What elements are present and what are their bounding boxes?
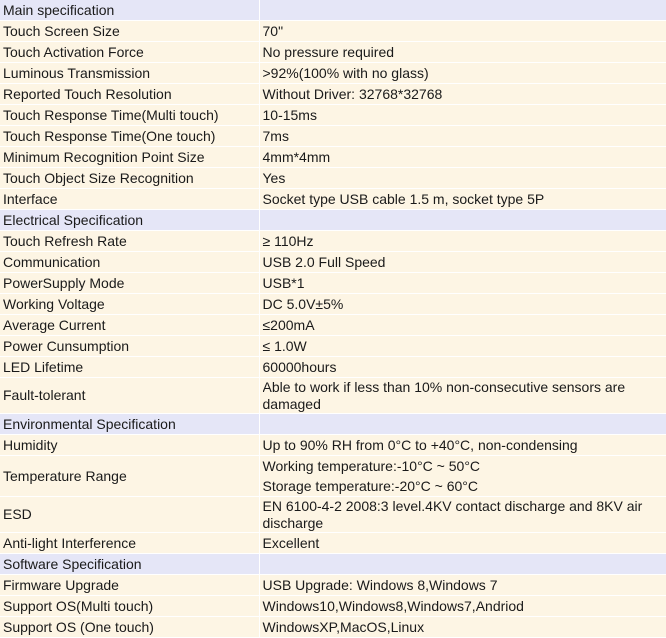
spec-value: Socket type USB cable 1.5 m, socket type 5P bbox=[259, 189, 666, 210]
spec-label: Firmware Upgrade bbox=[0, 575, 259, 596]
spec-value: ≤ 1.0W bbox=[259, 336, 666, 357]
spec-label: Luminous Transmission bbox=[0, 63, 259, 84]
spec-value: Excellent bbox=[259, 533, 666, 554]
table-row bbox=[0, 84, 666, 105]
spec-value: Windows10,Windows8,Windows7,Andriod bbox=[259, 596, 666, 617]
spec-value: ≤200mA bbox=[259, 315, 666, 336]
table-row bbox=[0, 435, 666, 456]
table-row bbox=[0, 533, 666, 554]
spec-label: Support OS (One touch) bbox=[0, 617, 259, 638]
table-row bbox=[0, 189, 666, 210]
spec-value: EN 6100-4-2 2008:3 level.4KV contact discharge and 8KV air discharge bbox=[263, 498, 666, 532]
spec-label: LED Lifetime bbox=[0, 357, 259, 378]
section-header-main bbox=[0, 0, 666, 21]
spec-label: Average Current bbox=[0, 315, 259, 336]
section-header-software bbox=[0, 554, 666, 575]
spec-label: Humidity bbox=[0, 435, 259, 456]
table-row bbox=[0, 357, 666, 378]
spec-value: USB 2.0 Full Speed bbox=[259, 252, 666, 273]
table-row bbox=[0, 497, 666, 533]
spec-value: WindowsXP,MacOS,Linux bbox=[259, 617, 666, 638]
spec-value: Yes bbox=[259, 168, 666, 189]
spec-label: Touch Screen Size bbox=[0, 21, 259, 42]
spec-label: Touch Activation Force bbox=[0, 42, 259, 63]
table-row bbox=[0, 378, 666, 414]
section-title: Environmental Specification bbox=[0, 414, 259, 435]
section-title: Main specification bbox=[0, 0, 259, 21]
spec-label: Communication bbox=[0, 252, 259, 273]
spec-label: Fault-tolerant bbox=[0, 378, 259, 414]
section-title: Software Specification bbox=[0, 554, 259, 575]
spec-label: Support OS(Multi touch) bbox=[0, 596, 259, 617]
table-row bbox=[0, 252, 666, 273]
table-row bbox=[0, 336, 666, 357]
table-row bbox=[0, 596, 666, 617]
spec-value: 7ms bbox=[259, 126, 666, 147]
spec-value: USB*1 bbox=[259, 273, 666, 294]
table-row bbox=[0, 617, 666, 638]
spec-value: 70" bbox=[259, 21, 666, 42]
section-header-environmental bbox=[0, 414, 666, 435]
spec-label: Interface bbox=[0, 189, 259, 210]
spec-value: 60000hours bbox=[259, 357, 666, 378]
spec-label: Working Voltage bbox=[0, 294, 259, 315]
spec-label: Touch Response Time(One touch) bbox=[0, 126, 259, 147]
spec-value: Able to work if less than 10% non-consecutive sensors are damaged bbox=[263, 379, 666, 413]
spec-label: Temperature Range bbox=[0, 456, 259, 497]
spec-value: DC 5.0V±5% bbox=[259, 294, 666, 315]
spec-value-secondary: Storage temperature:-20°C ~ 60°C bbox=[263, 476, 666, 496]
section-title: Electrical Specification bbox=[0, 210, 259, 231]
spec-label: Minimum Recognition Point Size bbox=[0, 147, 259, 168]
table-row bbox=[0, 21, 666, 42]
table-row bbox=[0, 273, 666, 294]
table-row bbox=[0, 294, 666, 315]
table-row bbox=[0, 231, 666, 252]
spec-value: USB Upgrade: Windows 8,Windows 7 bbox=[259, 575, 666, 596]
table-row bbox=[0, 63, 666, 84]
spec-value: 10-15ms bbox=[259, 105, 666, 126]
spec-label: Touch Response Time(Multi touch) bbox=[0, 105, 259, 126]
spec-label: ESD bbox=[0, 497, 259, 533]
table-row bbox=[0, 315, 666, 336]
spec-label: Touch Object Size Recognition bbox=[0, 168, 259, 189]
table-row bbox=[0, 456, 666, 497]
spec-value: ≥ 110Hz bbox=[259, 231, 666, 252]
spec-label: PowerSupply Mode bbox=[0, 273, 259, 294]
section-header-electrical bbox=[0, 210, 666, 231]
table-row bbox=[0, 147, 666, 168]
table-row bbox=[0, 126, 666, 147]
table-row bbox=[0, 575, 666, 596]
spec-value: 4mm*4mm bbox=[259, 147, 666, 168]
table-row bbox=[0, 168, 666, 189]
spec-label: Anti-light Interference bbox=[0, 533, 259, 554]
spec-value: Working temperature:-10°C ~ 50°C bbox=[263, 456, 666, 476]
spec-label: Touch Refresh Rate bbox=[0, 231, 259, 252]
table-row bbox=[0, 105, 666, 126]
spec-label: Power Cunsumption bbox=[0, 336, 259, 357]
spec-value: Without Driver: 32768*32768 bbox=[259, 84, 666, 105]
spec-label: Reported Touch Resolution bbox=[0, 84, 259, 105]
spec-value: No pressure required bbox=[259, 42, 666, 63]
spec-value: >92%(100% with no glass) bbox=[259, 63, 666, 84]
spec-value: Up to 90% RH from 0°C to +40°C, non-condensing bbox=[259, 435, 666, 456]
table-row bbox=[0, 42, 666, 63]
